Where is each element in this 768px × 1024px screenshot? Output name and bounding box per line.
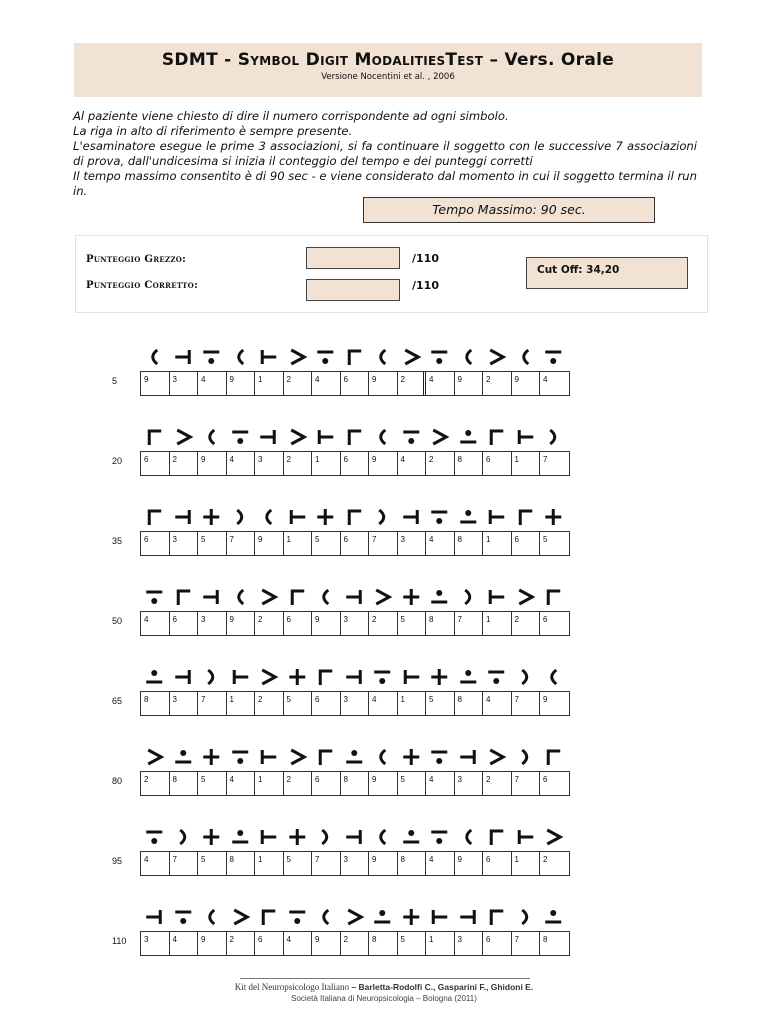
digit-cell[interactable]: 6 (170, 612, 199, 635)
corner-icon (539, 583, 568, 611)
paren-right-icon (169, 823, 198, 851)
angle-right-icon (368, 583, 397, 611)
row-number: 110 (112, 936, 127, 946)
t-left-icon (340, 663, 369, 691)
digit-cell[interactable]: 9 (141, 372, 170, 395)
corrected-score-max: /110 (412, 279, 439, 292)
corner-icon (340, 343, 369, 371)
plus-icon (311, 503, 340, 531)
digit-cell[interactable]: 4 (198, 372, 227, 395)
digit-cell[interactable]: 1 (512, 452, 541, 475)
grid-block (112, 343, 672, 399)
digit-cell[interactable]: 3 (341, 692, 370, 715)
digit-cell[interactable]: 1 (255, 852, 284, 875)
digit-cell[interactable]: 7 (512, 932, 541, 955)
paren-left-icon (454, 823, 483, 851)
paren-left-icon (226, 583, 255, 611)
dot-bar-icon (226, 743, 255, 771)
t-left-icon (254, 423, 283, 451)
angle-right-icon (397, 343, 426, 371)
t-left-icon (197, 583, 226, 611)
dot-bar-icon (140, 583, 169, 611)
footer-credit (0, 982, 768, 992)
page-title (74, 50, 702, 70)
dot-bar-icon (283, 903, 312, 931)
paren-left-icon (539, 663, 568, 691)
digit-cell[interactable]: 1 (227, 692, 256, 715)
plus-icon (397, 583, 426, 611)
paren-right-icon (511, 903, 540, 931)
digit-cell[interactable]: 4 (170, 932, 199, 955)
digit-row (140, 371, 570, 396)
digit-cell[interactable]: 6 (141, 532, 170, 555)
digit-cell[interactable]: 8 (455, 452, 484, 475)
plus-icon (539, 503, 568, 531)
angle-right-icon (511, 583, 540, 611)
digit-cell[interactable]: 3 (341, 852, 370, 875)
digit-cell[interactable]: 5 (198, 852, 227, 875)
digit-cell[interactable]: 2 (543, 855, 548, 864)
corrected-score-label: Punteggio Corretto: (86, 280, 199, 291)
corner-icon (482, 903, 511, 931)
digit-cell[interactable]: 9 (312, 612, 341, 635)
corner-icon (511, 503, 540, 531)
dot-bar-icon (169, 903, 198, 931)
digit-cell[interactable]: 1 (312, 452, 341, 475)
digit-cell[interactable]: 9 (198, 932, 227, 955)
digit-cell[interactable]: 2 (284, 772, 313, 795)
raw-score-max: /110 (412, 252, 439, 265)
digit-cell[interactable]: 7 (512, 772, 541, 795)
digit-cell[interactable]: 4 (543, 375, 548, 384)
digit-cell[interactable]: 6 (284, 612, 313, 635)
digit-cell[interactable]: 9 (312, 932, 341, 955)
digit-cell[interactable]: 9 (198, 452, 227, 475)
digit-cell[interactable]: 7 (369, 532, 398, 555)
digit-cell[interactable]: 9 (455, 372, 484, 395)
digit-cell[interactable]: 1 (255, 772, 284, 795)
digit-cell[interactable]: 6 (341, 532, 370, 555)
angle-right-icon (169, 423, 198, 451)
digit-cell[interactable]: 8 (455, 692, 484, 715)
digit-cell[interactable]: 4 (227, 772, 256, 795)
digit-cell[interactable]: 3 (141, 932, 170, 955)
title-prefix: SDMT - (161, 50, 238, 70)
digit-cell[interactable]: 2 (512, 612, 541, 635)
bar-dot-icon (140, 663, 169, 691)
digit-cell[interactable]: 2 (255, 692, 284, 715)
paren-left-icon (311, 583, 340, 611)
digit-cell[interactable]: 3 (398, 532, 427, 555)
digit-cell[interactable]: 7 (198, 692, 227, 715)
digit-cell[interactable]: 3 (170, 532, 199, 555)
angle-right-icon (482, 743, 511, 771)
digit-cell[interactable]: 9 (369, 852, 398, 875)
corner-icon (140, 423, 169, 451)
digit-cell[interactable]: 1 (483, 532, 512, 555)
digit-cell[interactable]: 6 (341, 452, 370, 475)
digit-cell[interactable]: 8 (426, 612, 455, 635)
digit-cell[interactable]: 9 (369, 372, 398, 395)
bar-dot-icon (226, 823, 255, 851)
dot-bar-icon (197, 343, 226, 371)
paren-left-icon (311, 903, 340, 931)
header-banner (74, 43, 702, 97)
t-left-icon (169, 663, 198, 691)
digit-cell[interactable]: 2 (426, 452, 455, 475)
dot-bar-icon (425, 503, 454, 531)
digit-cell[interactable]: 9 (543, 695, 548, 704)
digit-cell[interactable]: 4 (141, 852, 170, 875)
digit-cell[interactable]: 9 (512, 372, 541, 395)
digit-cell[interactable]: 5 (284, 692, 313, 715)
digit-cell[interactable]: 2 (284, 452, 313, 475)
hook-left-icon (511, 823, 540, 851)
digit-cell[interactable]: 2 (227, 932, 256, 955)
angle-right-icon (283, 343, 312, 371)
hook-left-icon (283, 503, 312, 531)
angle-right-icon (283, 423, 312, 451)
dot-bar-icon (140, 823, 169, 851)
paren-left-icon (197, 423, 226, 451)
digit-cell[interactable]: 4 (284, 932, 313, 955)
digit-cell[interactable]: 6 (483, 932, 512, 955)
instruction-line: L'esaminatore esegue le prime 3 associazioni, si fa continuare il soggetto con le successive 7 associazioni di prova, dall'undicesima si inizia il conteggio del tempo e dei punteggi corretti (73, 139, 697, 168)
paren-left-icon (197, 903, 226, 931)
plus-icon (425, 663, 454, 691)
raw-score-label: Punteggio Grezzo: (86, 254, 187, 265)
digit-cell[interactable]: 6 (141, 452, 170, 475)
digit-cell[interactable]: 9 (455, 852, 484, 875)
digit-cell[interactable]: 4 (426, 372, 455, 395)
bar-dot-icon (539, 903, 568, 931)
row-number: 35 (112, 536, 123, 546)
hook-left-icon (482, 583, 511, 611)
hook-left-icon (482, 503, 511, 531)
footer-rule (240, 978, 530, 979)
digit-cell[interactable]: 4 (398, 452, 427, 475)
angle-right-icon (482, 343, 511, 371)
digit-cell[interactable]: 8 (543, 935, 548, 944)
digit-cell[interactable]: 2 (398, 372, 427, 395)
digit-cell[interactable]: 3 (170, 692, 199, 715)
paren-right-icon (539, 423, 568, 451)
angle-right-icon (140, 743, 169, 771)
hook-left-icon (397, 663, 426, 691)
corner-icon (340, 503, 369, 531)
digit-cell[interactable]: 6 (255, 932, 284, 955)
digit-cell[interactable]: 7 (312, 852, 341, 875)
digit-cell[interactable]: 2 (369, 612, 398, 635)
digit-cell[interactable]: 4 (312, 372, 341, 395)
digit-cell[interactable]: 2 (483, 772, 512, 795)
bar-dot-icon (454, 663, 483, 691)
footer-kit: Kit del Neuropsicologo Italiano (234, 982, 350, 992)
paren-right-icon (511, 743, 540, 771)
plus-icon (283, 823, 312, 851)
row-number: 95 (112, 856, 123, 866)
paren-left-icon (226, 343, 255, 371)
dot-bar-icon (226, 423, 255, 451)
dot-bar-icon (482, 663, 511, 691)
t-left-icon (454, 903, 483, 931)
bar-dot-icon (425, 583, 454, 611)
digit-cell[interactable]: 2 (341, 932, 370, 955)
digit-cell[interactable]: 4 (141, 612, 170, 635)
instruction-line: Il tempo massimo consentito è di 90 sec - e viene considerato dal momento in cui il soggetto termina il run in. (73, 169, 697, 198)
digit-cell[interactable]: 1 (284, 532, 313, 555)
paren-right-icon (454, 583, 483, 611)
bar-dot-icon (454, 423, 483, 451)
paren-left-icon (511, 343, 540, 371)
angle-right-icon (539, 823, 568, 851)
dot-bar-icon (368, 663, 397, 691)
digit-cell[interactable]: 5 (398, 932, 427, 955)
digit-cell[interactable]: 8 (398, 852, 427, 875)
corner-icon (340, 423, 369, 451)
digit-cell[interactable]: 4 (227, 452, 256, 475)
t-left-icon (340, 823, 369, 851)
grid-block (112, 823, 672, 879)
grid-block (112, 903, 672, 959)
digit-cell[interactable]: 6 (483, 852, 512, 875)
paren-right-icon (226, 503, 255, 531)
digit-cell[interactable]: 7 (170, 852, 199, 875)
paren-left-icon (368, 423, 397, 451)
digit-cell[interactable]: 9 (369, 772, 398, 795)
digit-cell[interactable]: 5 (198, 772, 227, 795)
digit-cell[interactable]: 7 (455, 612, 484, 635)
digit-cell[interactable]: 2 (284, 372, 313, 395)
instruction-line: La riga in alto di riferimento è sempre presente. (73, 124, 353, 138)
page-subtitle: Versione Nocentini et al. , 2006 (321, 72, 455, 82)
paren-left-icon (368, 343, 397, 371)
hook-left-icon (254, 343, 283, 371)
max-time-box: Tempo Massimo: 90 sec. (363, 197, 655, 223)
hook-left-icon (311, 423, 340, 451)
bar-dot-icon (397, 823, 426, 851)
dot-bar-icon (311, 343, 340, 371)
dot-bar-icon (425, 823, 454, 851)
digit-cell[interactable]: 7 (543, 455, 548, 464)
paren-left-icon (140, 343, 169, 371)
digit-cell[interactable]: 8 (170, 772, 199, 795)
corner-icon (140, 503, 169, 531)
digit-row (140, 611, 570, 636)
paren-left-icon (454, 343, 483, 371)
corrected-score-field[interactable] (306, 279, 400, 301)
digit-cell[interactable]: 4 (426, 532, 455, 555)
angle-right-icon (283, 743, 312, 771)
digit-cell[interactable]: 1 (483, 612, 512, 635)
angle-right-icon (226, 903, 255, 931)
digit-row (140, 531, 570, 556)
digit-cell[interactable]: 3 (341, 612, 370, 635)
plus-icon (197, 503, 226, 531)
grid-block (112, 743, 672, 799)
grid-block (112, 423, 672, 479)
grid-block (112, 503, 672, 559)
digit-cell[interactable]: 7 (227, 532, 256, 555)
footer-authors: – Barletta-Rodolfi C., Gasparini F., Ghidoni E. (349, 982, 534, 992)
plus-icon (197, 823, 226, 851)
dot-bar-icon (425, 743, 454, 771)
digit-cell[interactable]: 5 (312, 532, 341, 555)
paren-right-icon (368, 503, 397, 531)
digit-cell[interactable]: 3 (455, 932, 484, 955)
bar-dot-icon (340, 743, 369, 771)
corner-icon (482, 823, 511, 851)
digit-cell[interactable]: 6 (341, 372, 370, 395)
digit-cell[interactable]: 4 (426, 852, 455, 875)
plus-icon (397, 903, 426, 931)
t-left-icon (169, 343, 198, 371)
plus-icon (397, 743, 426, 771)
grid-block (112, 663, 672, 719)
grid-block (112, 583, 672, 639)
paren-right-icon (511, 663, 540, 691)
t-left-icon (169, 503, 198, 531)
dot-bar-icon (397, 423, 426, 451)
bar-dot-icon (169, 743, 198, 771)
plus-icon (197, 743, 226, 771)
digit-cell[interactable]: 6 (483, 452, 512, 475)
digit-cell[interactable]: 7 (512, 692, 541, 715)
digit-cell[interactable]: 5 (398, 772, 427, 795)
cutoff-box: Cut Off: 34,20 (526, 257, 688, 289)
t-left-icon (340, 583, 369, 611)
digit-cell[interactable]: 8 (341, 772, 370, 795)
digit-cell[interactable]: 1 (512, 852, 541, 875)
instructions (73, 109, 697, 199)
digit-row (140, 771, 570, 796)
corner-icon (254, 903, 283, 931)
dot-bar-icon (425, 343, 454, 371)
digit-row (140, 851, 570, 876)
digit-cell[interactable]: 9 (227, 372, 256, 395)
digit-cell[interactable]: 8 (369, 932, 398, 955)
digit-cell[interactable]: 6 (312, 692, 341, 715)
digit-cell[interactable]: 6 (312, 772, 341, 795)
angle-right-icon (254, 583, 283, 611)
row-number: 20 (112, 456, 123, 466)
digit-cell[interactable]: 1 (426, 932, 455, 955)
title-main: Symbol Digit ModalitiesTest (237, 50, 484, 70)
digit-cell[interactable]: 5 (398, 612, 427, 635)
digit-cell[interactable]: 6 (512, 532, 541, 555)
digit-cell[interactable]: 8 (141, 692, 170, 715)
digit-cell[interactable]: 3 (255, 452, 284, 475)
digit-row (140, 691, 570, 716)
hook-left-icon (254, 823, 283, 851)
digit-cell[interactable]: 1 (398, 692, 427, 715)
paren-left-icon (368, 743, 397, 771)
digit-cell[interactable]: 8 (227, 852, 256, 875)
bar-dot-icon (368, 903, 397, 931)
digit-cell[interactable]: 2 (255, 612, 284, 635)
digit-cell[interactable]: 5 (284, 852, 313, 875)
digit-cell[interactable]: 6 (543, 775, 548, 784)
paren-right-icon (311, 823, 340, 851)
dot-bar-icon (539, 343, 568, 371)
corner-icon (482, 423, 511, 451)
bar-dot-icon (454, 503, 483, 531)
digit-cell[interactable]: 4 (426, 772, 455, 795)
digit-cell[interactable]: 4 (369, 692, 398, 715)
digit-cell[interactable]: 2 (483, 372, 512, 395)
digit-cell[interactable]: 9 (369, 452, 398, 475)
angle-right-icon (340, 903, 369, 931)
hook-left-icon (425, 903, 454, 931)
digit-row (140, 931, 570, 956)
digit-cell[interactable]: 3 (198, 612, 227, 635)
paren-left-icon (368, 823, 397, 851)
hook-left-icon (254, 743, 283, 771)
angle-right-icon (254, 663, 283, 691)
row-number: 50 (112, 616, 123, 626)
digit-cell[interactable]: 9 (255, 532, 284, 555)
corner-icon (311, 743, 340, 771)
digit-cell[interactable]: 3 (455, 772, 484, 795)
digit-row (140, 451, 570, 476)
angle-right-icon (425, 423, 454, 451)
footer-publisher: Società Italiana di Neuropsicologia – Bologna (2011) (291, 994, 477, 1003)
row-number: 65 (112, 696, 123, 706)
digit-cell[interactable]: 3 (170, 372, 199, 395)
digit-cell[interactable]: 5 (543, 535, 548, 544)
row-number: 5 (112, 376, 118, 386)
corner-icon (283, 583, 312, 611)
digit-cell[interactable]: 5 (426, 692, 455, 715)
paren-right-icon (197, 663, 226, 691)
plus-icon (283, 663, 312, 691)
hook-left-icon (511, 423, 540, 451)
t-left-icon (140, 903, 169, 931)
paren-left-icon (254, 503, 283, 531)
t-left-icon (454, 743, 483, 771)
digit-cell[interactable]: 4 (483, 692, 512, 715)
row-number: 80 (112, 776, 123, 786)
corner-icon (539, 743, 568, 771)
hook-left-icon (226, 663, 255, 691)
digit-cell[interactable]: 6 (543, 615, 548, 624)
corner-icon (169, 583, 198, 611)
digit-cell[interactable]: 5 (198, 532, 227, 555)
raw-score-field[interactable] (306, 247, 400, 269)
digit-cell[interactable]: 2 (170, 452, 199, 475)
digit-cell[interactable]: 1 (255, 372, 284, 395)
score-box (75, 235, 708, 313)
digit-cell[interactable]: 8 (455, 532, 484, 555)
t-left-icon (397, 503, 426, 531)
title-suffix: – Vers. Orale (483, 50, 615, 70)
digit-cell[interactable]: 2 (141, 772, 170, 795)
corner-icon (311, 663, 340, 691)
digit-cell[interactable]: 9 (227, 612, 256, 635)
instruction-line: Al paziente viene chiesto di dire il numero corrispondente ad ogni simbolo. (73, 109, 509, 123)
